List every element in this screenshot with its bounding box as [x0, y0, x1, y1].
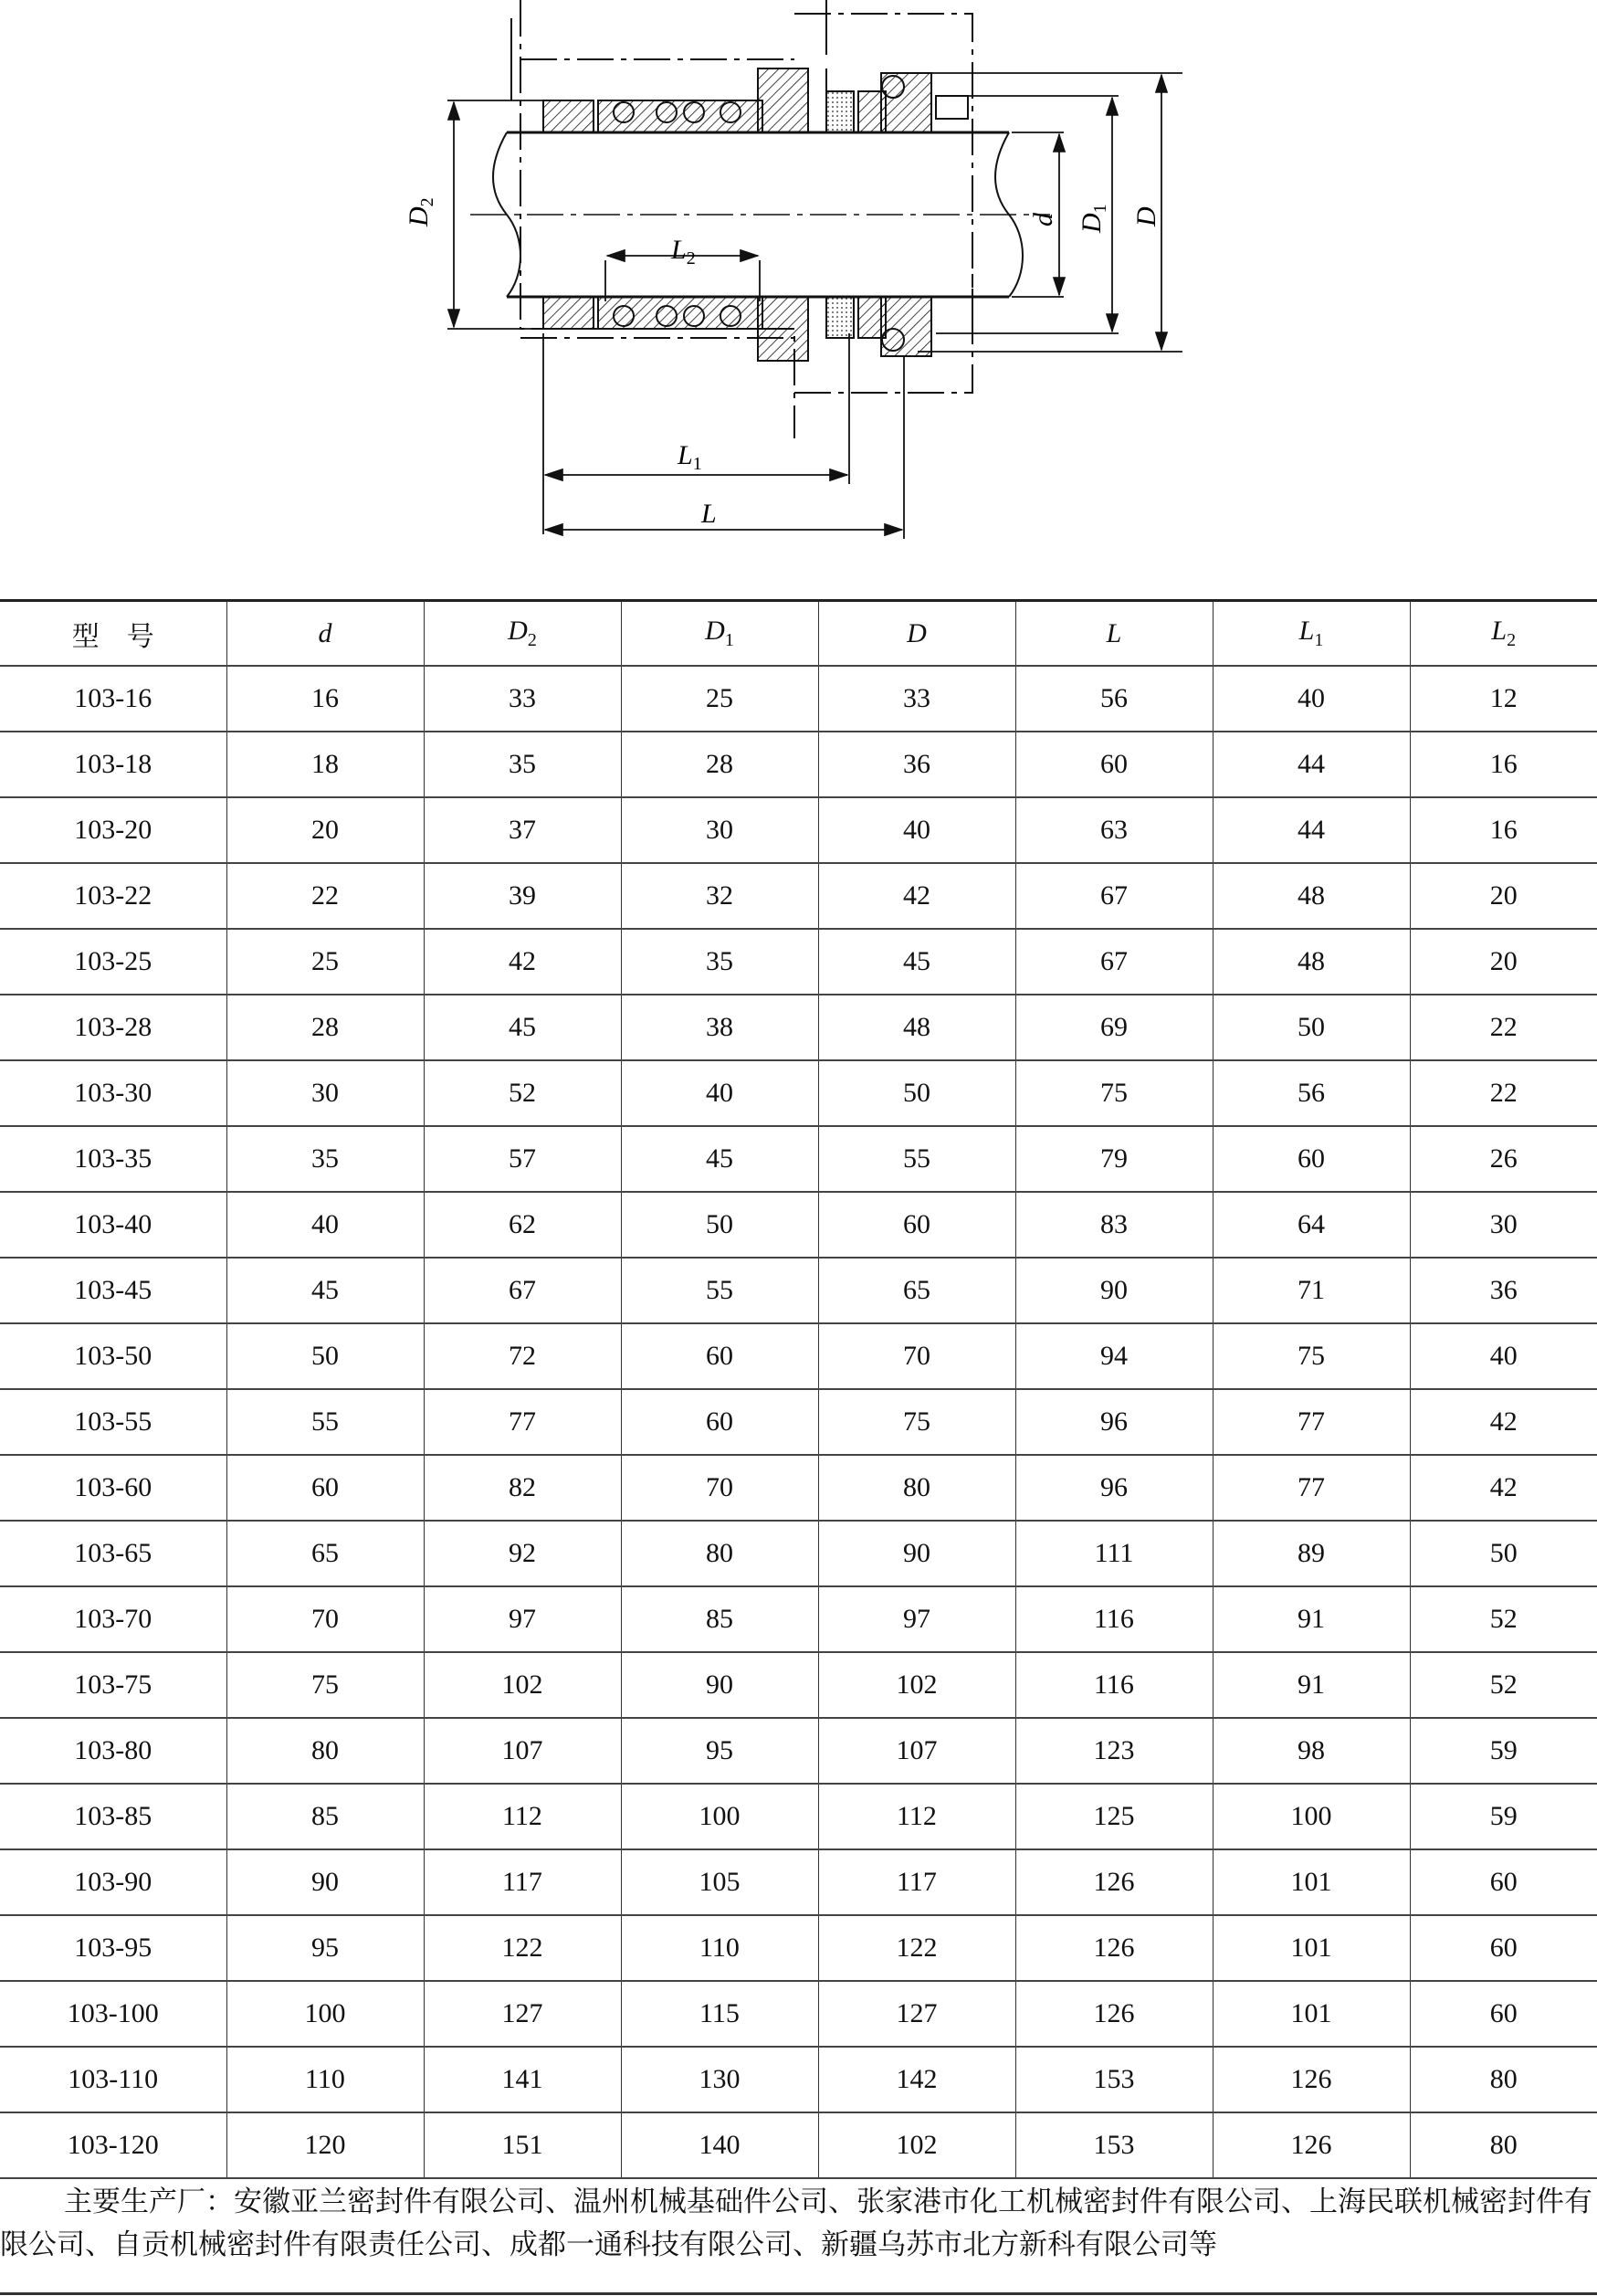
dimension-cell: 110 — [621, 1915, 818, 1981]
table-row — [0, 1718, 1597, 1784]
table-row — [0, 2112, 1597, 2178]
table-row — [0, 929, 1597, 995]
model-cell: 103-85 — [0, 1784, 226, 1849]
dimension-cell: 80 — [1410, 2047, 1597, 2112]
column-header — [424, 601, 621, 667]
dimension-cell: 55 — [226, 1389, 424, 1455]
dimension-cell: 140 — [621, 2112, 818, 2178]
model-cell: 103-20 — [0, 797, 226, 863]
dimension-cell: 56 — [1213, 1060, 1410, 1126]
dimension-cell: 35 — [621, 929, 818, 995]
dimension-cell: 107 — [818, 1718, 1015, 1784]
dimension-cell: 20 — [1410, 929, 1597, 995]
dimension-cell: 45 — [226, 1258, 424, 1323]
dimension-cell: 91 — [1213, 1586, 1410, 1652]
seal-lower — [543, 297, 931, 361]
table-row — [0, 1521, 1597, 1586]
dimension-cell: 50 — [226, 1323, 424, 1389]
dimension-cell: 96 — [1015, 1389, 1213, 1455]
column-header-symbol: d — [318, 617, 332, 648]
table-row — [0, 1784, 1597, 1849]
table-row — [0, 1455, 1597, 1521]
model-cell: 103-45 — [0, 1258, 226, 1323]
dimension-cell: 102 — [818, 2112, 1015, 2178]
dimension-cell: 102 — [818, 1652, 1015, 1718]
dimension-cell: 60 — [818, 1192, 1015, 1258]
dimension-cell: 125 — [1015, 1784, 1213, 1849]
seal-dimension-table — [0, 599, 1597, 2179]
dimension-cell: 67 — [1015, 929, 1213, 995]
dimension-cell: 94 — [1015, 1323, 1213, 1389]
dimension-cell: 90 — [226, 1849, 424, 1915]
dimension-cell: 42 — [1410, 1389, 1597, 1455]
dimension-cell: 75 — [1015, 1060, 1213, 1126]
dimension-cell: 85 — [621, 1586, 818, 1652]
dimension-cell: 45 — [818, 929, 1015, 995]
column-header-symbol: L — [1106, 617, 1122, 648]
model-cell: 103-25 — [0, 929, 226, 995]
dimension-cell: 97 — [818, 1586, 1015, 1652]
dimension-cell: 100 — [1213, 1784, 1410, 1849]
table-row — [0, 1192, 1597, 1258]
dimension-cell: 75 — [1213, 1323, 1410, 1389]
table-body — [0, 666, 1597, 2178]
dimension-cell: 60 — [226, 1455, 424, 1521]
dimension-cell: 40 — [1410, 1323, 1597, 1389]
model-cell: 103-120 — [0, 2112, 226, 2178]
dimension-cell: 22 — [226, 863, 424, 929]
dimension-cell: 28 — [621, 732, 818, 797]
table-row — [0, 1060, 1597, 1126]
dimension-cell: 70 — [621, 1455, 818, 1521]
dimension-cell: 48 — [1213, 863, 1410, 929]
dimension-cell: 50 — [818, 1060, 1015, 1126]
dimension-cell: 120 — [226, 2112, 424, 2178]
dimension-cell: 64 — [1213, 1192, 1410, 1258]
dimension-cell: 95 — [621, 1718, 818, 1784]
dimension-cell: 80 — [818, 1455, 1015, 1521]
dimension-cell: 110 — [226, 2047, 424, 2112]
table-row — [0, 1849, 1597, 1915]
dimension-cell: 20 — [1410, 863, 1597, 929]
model-cell: 103-95 — [0, 1915, 226, 1981]
column-header-subscript: 1 — [1314, 630, 1324, 650]
dimension-cell: 80 — [1410, 2112, 1597, 2178]
dimension-cell: 97 — [424, 1586, 621, 1652]
dimension-cell: 40 — [621, 1060, 818, 1126]
dimension-cell: 126 — [1213, 2112, 1410, 2178]
column-header — [818, 601, 1015, 667]
dimension-cell: 16 — [1410, 732, 1597, 797]
dimension-cell: 22 — [1410, 995, 1597, 1060]
table-row — [0, 1586, 1597, 1652]
dimension-cell: 44 — [1213, 797, 1410, 863]
dimension-cell: 36 — [1410, 1258, 1597, 1323]
dimension-cell: 33 — [424, 666, 621, 732]
column-header — [0, 601, 226, 667]
table-row — [0, 1915, 1597, 1981]
table-row — [0, 1323, 1597, 1389]
dimension-cell: 42 — [818, 863, 1015, 929]
column-header-symbol: D — [508, 616, 528, 646]
column-header — [1410, 601, 1597, 667]
dimension-cell: 77 — [1213, 1455, 1410, 1521]
table-row — [0, 732, 1597, 797]
dimension-cell: 20 — [226, 797, 424, 863]
label-D1: $D_1$ — [1077, 204, 1110, 233]
dimension-cell: 126 — [1015, 1915, 1213, 1981]
column-header-subscript: 1 — [724, 630, 734, 650]
dimension-cell: 126 — [1213, 2047, 1410, 2112]
model-cell: 103-40 — [0, 1192, 226, 1258]
dimension-cell: 22 — [1410, 1060, 1597, 1126]
dimension-cell: 117 — [818, 1849, 1015, 1915]
dimension-cell: 142 — [818, 2047, 1015, 2112]
model-cell: 103-60 — [0, 1455, 226, 1521]
dimension-cell: 102 — [424, 1652, 621, 1718]
dimension-cell: 50 — [1410, 1521, 1597, 1586]
dimension-cell: 72 — [424, 1323, 621, 1389]
dimension-cell: 90 — [621, 1652, 818, 1718]
dimension-cell: 60 — [621, 1389, 818, 1455]
label-D: D — [1131, 206, 1161, 226]
dimension-cell: 52 — [1410, 1586, 1597, 1652]
dimension-cell: 153 — [1015, 2112, 1213, 2178]
dimension-cell: 60 — [621, 1323, 818, 1389]
dimension-cell: 116 — [1015, 1586, 1213, 1652]
dimension-cell: 60 — [1213, 1126, 1410, 1192]
seal-cross-section-drawing — [0, 0, 1597, 594]
dimension-cell: 77 — [1213, 1389, 1410, 1455]
dimension-cell: 105 — [621, 1849, 818, 1915]
dimension-cell: 60 — [1410, 1849, 1597, 1915]
dimension-cell: 28 — [226, 995, 424, 1060]
dimension-cell: 82 — [424, 1455, 621, 1521]
dimension-cell: 100 — [621, 1784, 818, 1849]
dimension-cell: 48 — [818, 995, 1015, 1060]
column-header-symbol: 型 号 — [71, 621, 154, 652]
dimension-cell: 30 — [1410, 1192, 1597, 1258]
table-row — [0, 666, 1597, 732]
label-L: L — [701, 499, 717, 529]
dimension-cell: 42 — [1410, 1455, 1597, 1521]
dimension-cell: 50 — [621, 1192, 818, 1258]
table-row — [0, 1258, 1597, 1323]
column-header-subscript: 2 — [527, 630, 537, 650]
dimension-cell: 59 — [1410, 1718, 1597, 1784]
dimension-cell: 12 — [1410, 666, 1597, 732]
dimension-cell: 80 — [226, 1718, 424, 1784]
dimension-cell: 33 — [818, 666, 1015, 732]
dimension-cell: 153 — [1015, 2047, 1213, 2112]
dimension-cell: 38 — [621, 995, 818, 1060]
table-row — [0, 1981, 1597, 2047]
dimension-cell: 90 — [818, 1521, 1015, 1586]
dimension-cell: 26 — [1410, 1126, 1597, 1192]
dimension-cell: 25 — [621, 666, 818, 732]
dimension-cell: 71 — [1213, 1258, 1410, 1323]
dimension-cell: 141 — [424, 2047, 621, 2112]
dimension-cell: 101 — [1213, 1849, 1410, 1915]
dimension-cell: 90 — [1015, 1258, 1213, 1323]
dimension-cell: 95 — [226, 1915, 424, 1981]
dimension-cell: 123 — [1015, 1718, 1213, 1784]
dimension-cell: 117 — [424, 1849, 621, 1915]
dimension-cell: 65 — [818, 1258, 1015, 1323]
seal-upper — [511, 0, 968, 132]
dimension-cell: 67 — [424, 1258, 621, 1323]
dimension-cell: 101 — [1213, 1981, 1410, 2047]
dimension-cell: 91 — [1213, 1652, 1410, 1718]
dimension-cell: 55 — [818, 1126, 1015, 1192]
dimension-cell: 98 — [1213, 1718, 1410, 1784]
column-header-symbol: D — [907, 617, 927, 648]
dimension-cell: 122 — [818, 1915, 1015, 1981]
dimension-cell: 40 — [818, 797, 1015, 863]
dimension-cell: 56 — [1015, 666, 1213, 732]
bottom-rule — [0, 2292, 1597, 2295]
model-cell: 103-90 — [0, 1849, 226, 1915]
table-row — [0, 995, 1597, 1060]
dimension-cell: 127 — [424, 1981, 621, 2047]
dimension-cell: 40 — [226, 1192, 424, 1258]
dimension-cell: 127 — [818, 1981, 1015, 2047]
model-cell: 103-16 — [0, 666, 226, 732]
model-cell: 103-50 — [0, 1323, 226, 1389]
column-header — [621, 601, 818, 667]
model-cell: 103-65 — [0, 1521, 226, 1586]
dimension-cell: 89 — [1213, 1521, 1410, 1586]
column-header-subscript: 2 — [1507, 630, 1517, 650]
column-header — [1015, 601, 1213, 667]
dimension-cell: 55 — [621, 1258, 818, 1323]
dimension-cell: 52 — [424, 1060, 621, 1126]
dimension-cell: 59 — [1410, 1784, 1597, 1849]
dimension-cell: 62 — [424, 1192, 621, 1258]
dimension-cell: 30 — [226, 1060, 424, 1126]
dimension-cell: 60 — [1015, 732, 1213, 797]
label-d: d — [1028, 213, 1058, 226]
table-row — [0, 1389, 1597, 1455]
dimension-cell: 70 — [818, 1323, 1015, 1389]
dimension-cell: 126 — [1015, 1849, 1213, 1915]
dimension-cell: 42 — [424, 929, 621, 995]
label-D2: $D_2$ — [404, 197, 437, 226]
dimension-cell: 101 — [1213, 1915, 1410, 1981]
dimension-cell: 83 — [1015, 1192, 1213, 1258]
dimension-cell: 69 — [1015, 995, 1213, 1060]
dimension-cell: 70 — [226, 1586, 424, 1652]
dimension-cell: 107 — [424, 1718, 621, 1784]
label-L1: $L_1$ — [678, 440, 702, 474]
dimension-cell: 151 — [424, 2112, 621, 2178]
table-row — [0, 797, 1597, 863]
dimension-cell: 77 — [424, 1389, 621, 1455]
dimension-cell: 45 — [621, 1126, 818, 1192]
dimension-cell: 122 — [424, 1915, 621, 1981]
dimension-cell: 18 — [226, 732, 424, 797]
table-row — [0, 2047, 1597, 2112]
dimension-cell: 92 — [424, 1521, 621, 1586]
dimension-cell: 16 — [226, 666, 424, 732]
dimension-cell: 96 — [1015, 1455, 1213, 1521]
dimension-cell: 48 — [1213, 929, 1410, 995]
model-cell: 103-35 — [0, 1126, 226, 1192]
table-row — [0, 1126, 1597, 1192]
dimension-cell: 16 — [1410, 797, 1597, 863]
model-cell: 103-18 — [0, 732, 226, 797]
dimension-cell: 79 — [1015, 1126, 1213, 1192]
dimension-cell: 57 — [424, 1126, 621, 1192]
dimension-cell: 65 — [226, 1521, 424, 1586]
table-header-row — [0, 601, 1597, 667]
dimension-cell: 52 — [1410, 1652, 1597, 1718]
dimension-cell: 115 — [621, 1981, 818, 2047]
dimension-cell: 112 — [424, 1784, 621, 1849]
dimension-cell: 130 — [621, 2047, 818, 2112]
dimension-cell: 63 — [1015, 797, 1213, 863]
model-cell: 103-55 — [0, 1389, 226, 1455]
dimension-cell: 45 — [424, 995, 621, 1060]
dimension-cell: 25 — [226, 929, 424, 995]
dimension-cell: 100 — [226, 1981, 424, 2047]
dimension-cell: 60 — [1410, 1915, 1597, 1981]
dimension-cell: 50 — [1213, 995, 1410, 1060]
dimension-cell: 36 — [818, 732, 1015, 797]
dimension-cell: 85 — [226, 1784, 424, 1849]
model-cell: 103-70 — [0, 1586, 226, 1652]
dimension-cell: 75 — [226, 1652, 424, 1718]
dimension-cell: 75 — [818, 1389, 1015, 1455]
manufacturers-note: 主要生产厂：安徽亚兰密封件有限公司、温州机械基础件公司、张家港市化工机械密封件有限公司、上海民联机械密封件有限公司、自贡机械密封件有限责任公司、成都一通科技有限公司、新疆乌苏市北方新科有限公司等 — [0, 2185, 1592, 2261]
dimension-cell: 39 — [424, 863, 621, 929]
dimension-cell: 126 — [1015, 1981, 1213, 2047]
column-header — [226, 601, 424, 667]
dimension-cell: 116 — [1015, 1652, 1213, 1718]
column-header-symbol: L — [1491, 616, 1508, 646]
dimension-cell: 30 — [621, 797, 818, 863]
dimension-cell: 111 — [1015, 1521, 1213, 1586]
column-header — [1213, 601, 1410, 667]
table-row — [0, 1652, 1597, 1718]
model-cell: 103-22 — [0, 863, 226, 929]
model-cell: 103-30 — [0, 1060, 226, 1126]
column-header-symbol: D — [705, 616, 725, 646]
model-cell: 103-28 — [0, 995, 226, 1060]
dimension-cell: 35 — [424, 732, 621, 797]
table-row — [0, 863, 1597, 929]
dimension-cell: 40 — [1213, 666, 1410, 732]
dimension-cell: 60 — [1410, 1981, 1597, 2047]
dimension-cell: 35 — [226, 1126, 424, 1192]
dimension-cell: 32 — [621, 863, 818, 929]
model-cell: 103-110 — [0, 2047, 226, 2112]
label-L2: $L_2$ — [671, 235, 696, 269]
column-header-symbol: L — [1298, 616, 1315, 646]
model-cell: 103-75 — [0, 1652, 226, 1718]
dimension-cell: 37 — [424, 797, 621, 863]
dimension-cell: 67 — [1015, 863, 1213, 929]
model-cell: 103-80 — [0, 1718, 226, 1784]
dimension-cell: 44 — [1213, 732, 1410, 797]
model-cell: 103-100 — [0, 1981, 226, 2047]
dimension-cell: 80 — [621, 1521, 818, 1586]
dimension-cell: 112 — [818, 1784, 1015, 1849]
